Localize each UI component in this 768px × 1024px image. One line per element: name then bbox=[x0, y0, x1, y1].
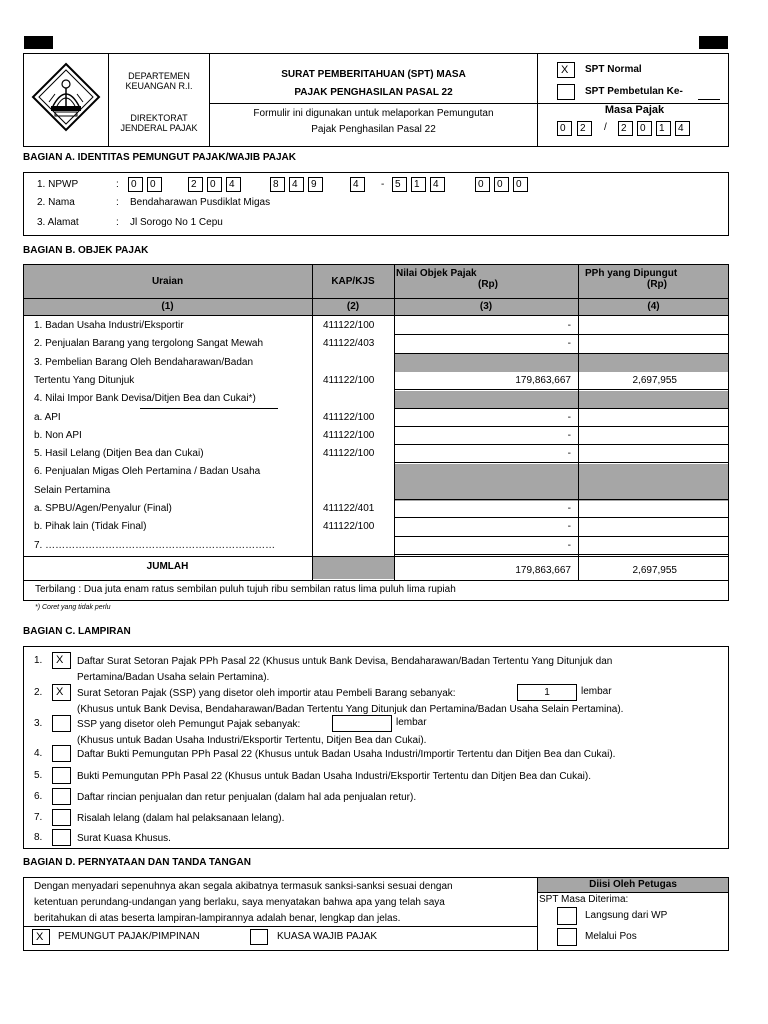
row-nilai[interactable]: - bbox=[567, 503, 571, 514]
dept-label: DEPARTEMEN KEUANGAN R.I. bbox=[125, 71, 193, 91]
masa-bulan-digit-1[interactable]: 0 bbox=[557, 121, 572, 136]
alamat-label: 3. Alamat bbox=[37, 217, 79, 228]
row-kap: 411122/100 bbox=[323, 320, 375, 331]
row-label: 3. Pembelian Barang Oleh Bendaharawan/Badan bbox=[34, 357, 254, 368]
alamat-value[interactable]: Jl Sorogo No 1 Cepu bbox=[130, 217, 223, 228]
npwp-digit-14[interactable]: 0 bbox=[494, 177, 509, 192]
npwp-label: 1. NPWP bbox=[37, 179, 79, 190]
lampiran-number: 2. bbox=[34, 687, 43, 698]
kuasa-label: KUASA WAJIB PAJAK bbox=[277, 931, 378, 942]
row-label: 7. …………………………………………………………… bbox=[34, 540, 276, 551]
lampiran-number: 4. bbox=[34, 748, 43, 759]
masa-pajak-label: Masa Pajak bbox=[604, 104, 665, 116]
lampiran-text: Daftar Surat Setoran Pajak PPh Pasal 22 (Khusus untuk Bank Devisa, Bendaharawan/Badan Tertentu Yang Ditunjuk dan Pertamina/Badan Usaha selain Pertamina). bbox=[77, 656, 613, 683]
pemungut-label: PEMUNGUT PAJAK/PIMPINAN bbox=[58, 931, 200, 942]
row-kap: 411122/401 bbox=[323, 503, 375, 514]
lampiran-number: 7. bbox=[34, 812, 43, 823]
row-nilai[interactable]: - bbox=[567, 412, 571, 423]
langsung-checkbox[interactable] bbox=[557, 907, 577, 925]
lampiran-checkbox-7[interactable] bbox=[52, 809, 71, 826]
lampiran-number: 6. bbox=[34, 791, 43, 802]
row-nilai[interactable]: - bbox=[567, 320, 571, 331]
kuasa-checkbox[interactable] bbox=[250, 929, 268, 945]
pos-label: Melalui Pos bbox=[585, 931, 637, 942]
lampiran-count-field-3[interactable] bbox=[332, 715, 392, 732]
npwp-digit-12[interactable]: 4 bbox=[430, 177, 445, 192]
col-nilai-header: Nilai Objek Pajak (Rp) bbox=[396, 268, 498, 290]
row-nilai[interactable]: - bbox=[567, 448, 571, 459]
row-nilai[interactable]: - bbox=[567, 338, 571, 349]
row-nilai[interactable]: - bbox=[567, 540, 571, 551]
lampiran-text: SSP yang disetor oleh Pemungut Pajak sebanyak: (Khusus untuk Badan Usaha Industri/Eksportir Tertentu, Ditjen Bea dan Cukai). bbox=[77, 719, 427, 746]
section-c-title: BAGIAN C. LAMPIRAN bbox=[23, 626, 131, 637]
row-label: Selain Pertamina bbox=[34, 485, 111, 496]
spt-diterima-label: SPT Masa Diterima: bbox=[539, 894, 629, 905]
row-label: 5. Hasil Lelang (Ditjen Bea dan Cukai) bbox=[34, 448, 204, 459]
spt-pembetulan-label: SPT Pembetulan Ke- bbox=[585, 86, 683, 97]
lampiran-text: Surat Kuasa Khusus. bbox=[77, 833, 171, 844]
masa-tahun-digit-2[interactable]: 0 bbox=[637, 121, 652, 136]
footnote: *) Coret yang tidak perlu bbox=[35, 604, 111, 611]
npwp-digit-11[interactable]: 1 bbox=[411, 177, 426, 192]
lampiran-text: Surat Setoran Pajak (SSP) yang disetor oleh importir atau Pembeli Barang sebanyak: (Khusus untuk Bank Devisa, Bendaharawan/Badan Tertentu Yang Ditunjuk dan Pertamina/Badan Usaha Selain Pertamina). bbox=[77, 688, 624, 715]
row-label: b. Pihak lain (Tidak Final) bbox=[34, 521, 147, 532]
row-label: Tertentu Yang Ditunjuk bbox=[34, 375, 135, 386]
npwp-digit-1[interactable]: 0 bbox=[128, 177, 143, 192]
section-a-title: BAGIAN A. IDENTITAS PEMUNGUT PAJAK/WAJIB PAJAK bbox=[23, 152, 296, 163]
corner-marker-right bbox=[699, 36, 728, 49]
npwp-digit-13[interactable]: 0 bbox=[475, 177, 490, 192]
col-pph-header: PPh yang Dipungut (Rp) bbox=[585, 268, 678, 290]
langsung-label: Langsung dari WP bbox=[585, 910, 668, 921]
row-label: 1. Badan Usaha Industri/Eksportir bbox=[34, 320, 184, 331]
row-nilai[interactable]: 179,863,667 bbox=[515, 375, 571, 386]
lampiran-text: Risalah lelang (dalam hal pelaksanaan lelang). bbox=[77, 813, 285, 824]
corner-marker-left bbox=[24, 36, 53, 49]
lampiran-number: 1. bbox=[34, 655, 43, 666]
form-subtitle: Formulir ini digunakan untuk melaporkan Pemungutan Pajak Penghasilan Pasal 22 bbox=[253, 108, 494, 135]
pernyataan-text: Dengan menyadari sepenuhnya akan segala akibatnya termasuk sanksi-sanksi sesuai dengan ketentuan perundang-undangan yang berlaku, saya menyatakan bahwa apa yang telah saya beritahukan di atas beserta lampiran-lampirannya adalah benar, lengkap dan jelas. bbox=[34, 881, 453, 924]
masa-bulan-digit-2[interactable]: 2 bbox=[577, 121, 592, 136]
row-label: 2. Penjualan Barang yang tergolong Sangat Mewah bbox=[34, 338, 264, 349]
col-kap-header: KAP/KJS bbox=[331, 276, 375, 287]
lampiran-checkbox-2[interactable]: X bbox=[52, 684, 71, 701]
npwp-digit-6[interactable]: 8 bbox=[270, 177, 285, 192]
lampiran-unit: lembar bbox=[581, 686, 612, 697]
col-num-1: (1) bbox=[161, 301, 174, 312]
lampiran-checkbox-6[interactable] bbox=[52, 788, 71, 805]
npwp-digit-9[interactable]: 4 bbox=[350, 177, 365, 192]
row-label: a. SPBU/Agen/Penyalur (Final) bbox=[34, 503, 172, 514]
row-label: b. Non API bbox=[34, 430, 82, 441]
lampiran-text: Daftar Bukti Pemungutan PPh Pasal 22 (Khusus untuk Badan Usaha Industri/Importir Tertentu dan Ditjen Bea dan Cukai). bbox=[77, 749, 616, 760]
npwp-digit-15[interactable]: 0 bbox=[513, 177, 528, 192]
npwp-digit-7[interactable]: 4 bbox=[289, 177, 304, 192]
npwp-digit-5[interactable]: 4 bbox=[226, 177, 241, 192]
row-nilai[interactable]: - bbox=[567, 521, 571, 532]
row-label: 6. Penjualan Migas Oleh Pertamina / Badan Usaha bbox=[34, 466, 261, 477]
ministry-logo-icon bbox=[31, 62, 101, 132]
col-uraian-header: Uraian bbox=[151, 276, 184, 287]
row-pph[interactable]: 2,697,955 bbox=[632, 375, 677, 386]
section-b-title: BAGIAN B. OBJEK PAJAK bbox=[23, 245, 149, 256]
lampiran-unit: lembar bbox=[396, 717, 427, 728]
row-kap: 411122/403 bbox=[323, 338, 375, 349]
jumlah-kap-gray bbox=[313, 557, 394, 579]
pos-checkbox[interactable] bbox=[557, 928, 577, 946]
col-num-2: (2) bbox=[346, 301, 360, 312]
npwp-dash: - bbox=[381, 179, 385, 190]
alamat-colon: : bbox=[116, 217, 119, 228]
spt-normal-checkbox[interactable]: X bbox=[557, 62, 575, 78]
lampiran-text: Bukti Pemungutan PPh Pasal 22 (Khusus untuk Badan Usaha Industri/Eksportir Tertentu dan Ditjen Bea dan Cukai). bbox=[77, 771, 592, 782]
row-label: a. API bbox=[34, 412, 61, 423]
terbilang-text: Terbilang : Dua juta enam ratus sembilan puluh tujuh ribu sembilan ratus lima puluh lima rupiah bbox=[35, 584, 456, 595]
lampiran-number: 5. bbox=[34, 770, 43, 781]
lampiran-checkbox-1[interactable]: X bbox=[52, 652, 71, 669]
row-kap: 411122/100 bbox=[323, 430, 375, 441]
nama-label: 2. Nama bbox=[37, 197, 75, 208]
directorate-label: DIREKTORAT JENDERAL PAJAK bbox=[120, 113, 198, 133]
jumlah-nilai: 179,863,667 bbox=[515, 565, 571, 576]
npwp-digit-8[interactable]: 9 bbox=[308, 177, 323, 192]
jumlah-pph: 2,697,955 bbox=[632, 565, 677, 576]
masa-tahun-digit-1[interactable]: 2 bbox=[618, 121, 633, 136]
col-num-3: (3) bbox=[479, 301, 493, 312]
row-kap: 411122/100 bbox=[323, 521, 375, 532]
form-title: SURAT PEMBERITAHUAN (SPT) MASA PAJAK PENGHASILAN PASAL 22 bbox=[281, 69, 466, 98]
lampiran-text: Daftar rincian penjualan dan retur penjualan (dalam hal ada penjualan retur). bbox=[77, 792, 417, 803]
npwp-digit-3[interactable]: 2 bbox=[188, 177, 203, 192]
nama-colon: : bbox=[116, 197, 119, 208]
lampiran-checkbox-4[interactable] bbox=[52, 745, 71, 762]
row-kap: 411122/100 bbox=[323, 412, 375, 423]
nama-value[interactable]: Bendaharawan Pusdiklat Migas bbox=[130, 197, 271, 208]
npwp-digit-4[interactable]: 0 bbox=[207, 177, 222, 192]
lampiran-checkbox-5[interactable] bbox=[52, 767, 71, 784]
pemungut-checkbox[interactable]: X bbox=[32, 929, 50, 945]
masa-tahun-digit-4[interactable]: 4 bbox=[675, 121, 690, 136]
npwp-digit-10[interactable]: 5 bbox=[392, 177, 407, 192]
jumlah-label: JUMLAH bbox=[146, 561, 189, 572]
lampiran-checkbox-3[interactable] bbox=[52, 715, 71, 732]
lampiran-checkbox-8[interactable] bbox=[52, 829, 71, 846]
pembetulan-number-line[interactable] bbox=[698, 99, 720, 100]
section-d-title: BAGIAN D. PERNYATAAN DAN TANDA TANGAN bbox=[23, 857, 251, 868]
masa-separator: / bbox=[604, 122, 607, 133]
lampiran-number: 3. bbox=[34, 718, 43, 729]
row-nilai[interactable]: - bbox=[567, 430, 571, 441]
masa-tahun-digit-3[interactable]: 1 bbox=[656, 121, 671, 136]
row-kap: 411122/100 bbox=[323, 448, 375, 459]
spt-pembetulan-checkbox[interactable] bbox=[557, 84, 575, 100]
npwp-digit-2[interactable]: 0 bbox=[147, 177, 162, 192]
lampiran-count-field-2[interactable]: 1 bbox=[517, 684, 577, 701]
petugas-label: Diisi Oleh Petugas bbox=[589, 879, 677, 890]
spt-normal-label: SPT Normal bbox=[585, 64, 642, 75]
npwp-colon: : bbox=[116, 179, 119, 190]
lampiran-number: 8. bbox=[34, 832, 43, 843]
row-kap: 411122/100 bbox=[323, 375, 375, 386]
col-num-4: (4) bbox=[647, 301, 660, 312]
row-label: 4. Nilai Impor Bank Devisa/Ditjen Bea dan Cukai*) bbox=[34, 393, 256, 404]
